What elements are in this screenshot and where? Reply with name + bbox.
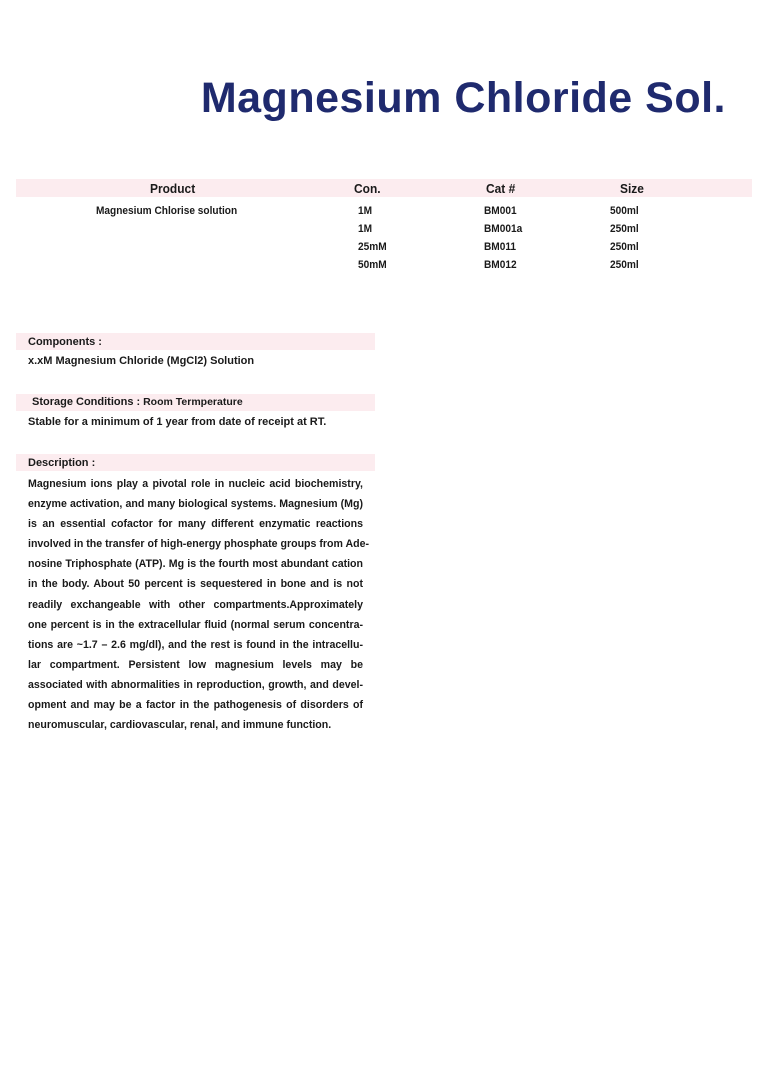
header-size: Size: [620, 181, 644, 196]
description-line: Magnesium ions play a pivotal role in nucleic acid biochemistry,: [28, 478, 363, 490]
description-line: enzyme activation, and many biological systems. Magnesium (Mg): [28, 498, 363, 511]
cell-size: 250ml: [610, 259, 639, 271]
header-product: Product: [150, 181, 196, 196]
description-heading: Description :: [28, 457, 96, 469]
cell-size: 500ml: [610, 205, 639, 217]
components-heading: Components :: [28, 336, 102, 348]
storage-heading: Storage Conditions :: [32, 396, 141, 408]
product-name: Magnesium Chlorise solution: [96, 205, 238, 217]
components-text: x.xM Magnesium Chloride (MgCl2) Solution: [28, 355, 255, 367]
description-line: is an essential cofactor for many different enzymatic reactions: [28, 518, 363, 531]
cell-con: 1M: [358, 223, 373, 235]
header-con: Con.: [354, 181, 381, 196]
description-line: one percent is in the extracellular fluid (normal serum concentra-: [28, 618, 363, 631]
description-line: in the body. About 50 percent is sequestered in bone and is not: [28, 578, 363, 591]
cell-cat: BM011: [484, 241, 517, 253]
description-line: lar compartment. Persistent low magnesium levels may be: [28, 658, 363, 671]
description-line: neuromuscular, cardiovascular, renal, and immune function.: [28, 719, 332, 732]
storage-text: Stable for a minimum of 1 year from date of receipt at RT.: [28, 416, 327, 428]
description-line: involved in the transfer of high-energy phosphate groups from Ade-: [28, 538, 369, 551]
page-title: Magnesium Chloride Sol.: [200, 74, 726, 122]
description-line: opment and may be a factor in the pathogenesis of disorders of: [28, 699, 363, 712]
header-cat: Cat #: [486, 181, 516, 196]
description-line: readily exchangeable with other compartments.Approximately: [28, 598, 363, 611]
cell-cat: BM001a: [484, 223, 523, 235]
cell-size: 250ml: [610, 241, 639, 253]
cell-con: 1M: [358, 205, 373, 217]
description-line: associated with abnormalities in reproduction, growth, and devel-: [28, 678, 363, 691]
storage-value: Room Termperature: [140, 396, 243, 408]
cell-cat: BM001: [484, 205, 517, 217]
description-text: [28, 474, 369, 735]
cell-size: 250ml: [610, 223, 639, 235]
description-line: nosine Triphosphate (ATP). Mg is the fourth most abundant cation: [28, 558, 363, 571]
cell-cat: BM012: [484, 259, 517, 271]
cell-con: 25mM: [358, 241, 387, 253]
cell-con: 50mM: [358, 259, 387, 271]
storage-heading-line: [32, 396, 243, 408]
description-line: tions are ~1.7 – 2.6 mg/dl), and the rest is found in the intracellu-: [28, 638, 363, 651]
